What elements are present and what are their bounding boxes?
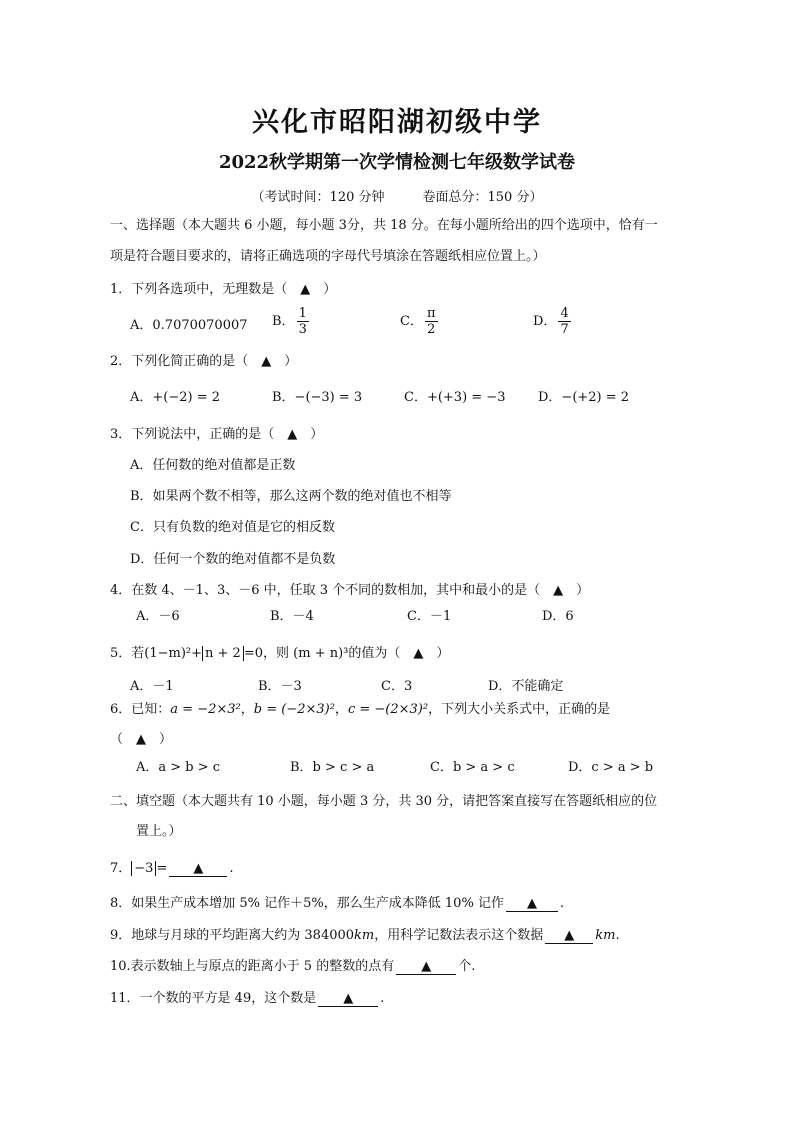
exam-time: （考试时间：120 分钟 — [251, 190, 385, 205]
q6-c-definition: c = −(2×3)² — [347, 702, 429, 717]
q5-option-a: A．－1 — [130, 679, 174, 694]
exam-info — [0, 186, 794, 205]
q9-stem: 9．地球与月球的平均距离大约为 384000km，用科学记数法表示这个数据 ▲ km. — [110, 928, 620, 943]
q5-stem: 5．若(1−m)²+ n + 2 =0，则 (m + n)³的值为（ ▲ ） — [110, 646, 450, 661]
q4-option-d: D．6 — [542, 609, 574, 624]
q1-stem: 1．下列各选项中，无理数是（ ▲ ） — [110, 282, 337, 297]
q2-stem: 2．下列化简正确的是（ ▲ ） — [110, 354, 298, 369]
q1-b-fraction: $\frac{1}{3}$ — [298, 306, 307, 337]
q3-option-d: D．任何一个数的绝对值都不是负数 — [130, 552, 336, 567]
q7-absolute-value: −3 — [131, 861, 156, 876]
school-name: 兴化市昭阳湖初级中学 — [252, 107, 542, 138]
q10-answer-blank: ▲ — [396, 960, 456, 975]
q4-stem: 4．在数 4、－1、3、－6 中，任取 3 个不同的数相加，其中和最小的是（ ▲ ） — [110, 583, 590, 598]
exam-score: 卷面总分：150 分） — [422, 190, 543, 205]
q8-stem: 8．如果生产成本增加 5% 记作＋5%，那么生产成本降低 10% 记作 ▲ . — [110, 896, 565, 911]
section2-heading-line1: 二、填空题（本大题共有 10 小题，每小题 3 分，共 30 分，请把答案直接写在答题纸相应的位 — [110, 794, 658, 809]
q1-option-a: A．0.7070070007 — [130, 318, 248, 333]
q1-c-fraction: $\frac{\pi}{2}$ — [426, 306, 436, 337]
q6-option-d: D．c > a > b — [568, 760, 654, 775]
q3-option-b: B．如果两个数不相等，那么这两个数的绝对值也不相等 — [130, 489, 452, 504]
q4-option-a: A．－6 — [136, 609, 180, 624]
q6-b-definition: b = (−2×3)² — [253, 702, 335, 717]
q8-answer-blank: ▲ — [506, 897, 558, 912]
q7-answer-blank: ▲ — [169, 862, 227, 877]
q2-option-a: A．+(−2) = 2 — [130, 390, 221, 405]
q3-option-c: C．只有负数的绝对值是它的相反数 — [130, 520, 335, 535]
q2-option-c: C．+(+3) = −3 — [404, 390, 506, 405]
q3-option-a: A．任何数的绝对值都是正数 — [130, 458, 296, 473]
q5-option-d: D．不能确定 — [488, 679, 564, 694]
q6-answer-bracket: （ ▲ ） — [110, 732, 172, 747]
q5-expression: (1−m)²+ — [144, 646, 203, 661]
q1-option-b: B． $\frac{1}{3}$ — [272, 306, 307, 337]
q2-option-b: B．−(−3) = 3 — [272, 390, 363, 405]
q6-stem: 6．已知：a = −2×3²，b = (−2×3)²，c = −(2×3)²，下列大小关系式中，正确的是 — [110, 702, 611, 717]
q3-stem: 3．下列说法中，正确的是（ ▲ ） — [110, 427, 324, 442]
q7-stem: 7． −3 = ▲ . — [110, 861, 234, 876]
section1-heading-line1: 一、选择题（本大题共 6 小题，每小题 3分，共 18 分。在每小题所给出的四个选项中，恰有一 — [110, 218, 658, 233]
section2-heading-line2: 置上。） — [136, 824, 182, 839]
q4-option-b: B．－4 — [270, 609, 314, 624]
q11-answer-blank: ▲ — [318, 992, 378, 1007]
q6-option-c: C．b > a > c — [430, 760, 515, 775]
q9-answer-blank: ▲ — [545, 929, 593, 944]
q11-stem: 11．一个数的平方是 49，这个数是 ▲ . — [110, 991, 385, 1006]
q5-absolute-value: n + 2 — [202, 646, 244, 661]
q1-d-fraction: $\frac{4}{7}$ — [560, 306, 569, 337]
q6-option-b: B．b > c > a — [290, 760, 375, 775]
q5-option-b: B．－3 — [258, 679, 302, 694]
q1-option-d: D． $\frac{4}{7}$ — [533, 306, 569, 337]
exam-title: 2022秋学期第一次学情检测七年级数学试卷 — [218, 152, 576, 173]
q5-option-c: C．3 — [381, 679, 413, 694]
section1-heading-line2: 项是符合题目要求的，请将正确选项的字母代号填涂在答题纸相应位置上。） — [110, 249, 546, 264]
q2-option-d: D．−(+2) = 2 — [538, 390, 630, 405]
q1-option-c: C． $\frac{\pi}{2}$ — [400, 306, 436, 337]
q4-option-c: C．－1 — [407, 609, 452, 624]
q5-expression-2: (m + n)³ — [293, 646, 349, 661]
q10-stem: 10.表示数轴上与原点的距离小于 5 的整数的点有 ▲ 个. — [110, 959, 476, 974]
q6-a-definition: a = −2×3² — [170, 702, 241, 717]
q6-option-a: A．a > b > c — [136, 760, 221, 775]
